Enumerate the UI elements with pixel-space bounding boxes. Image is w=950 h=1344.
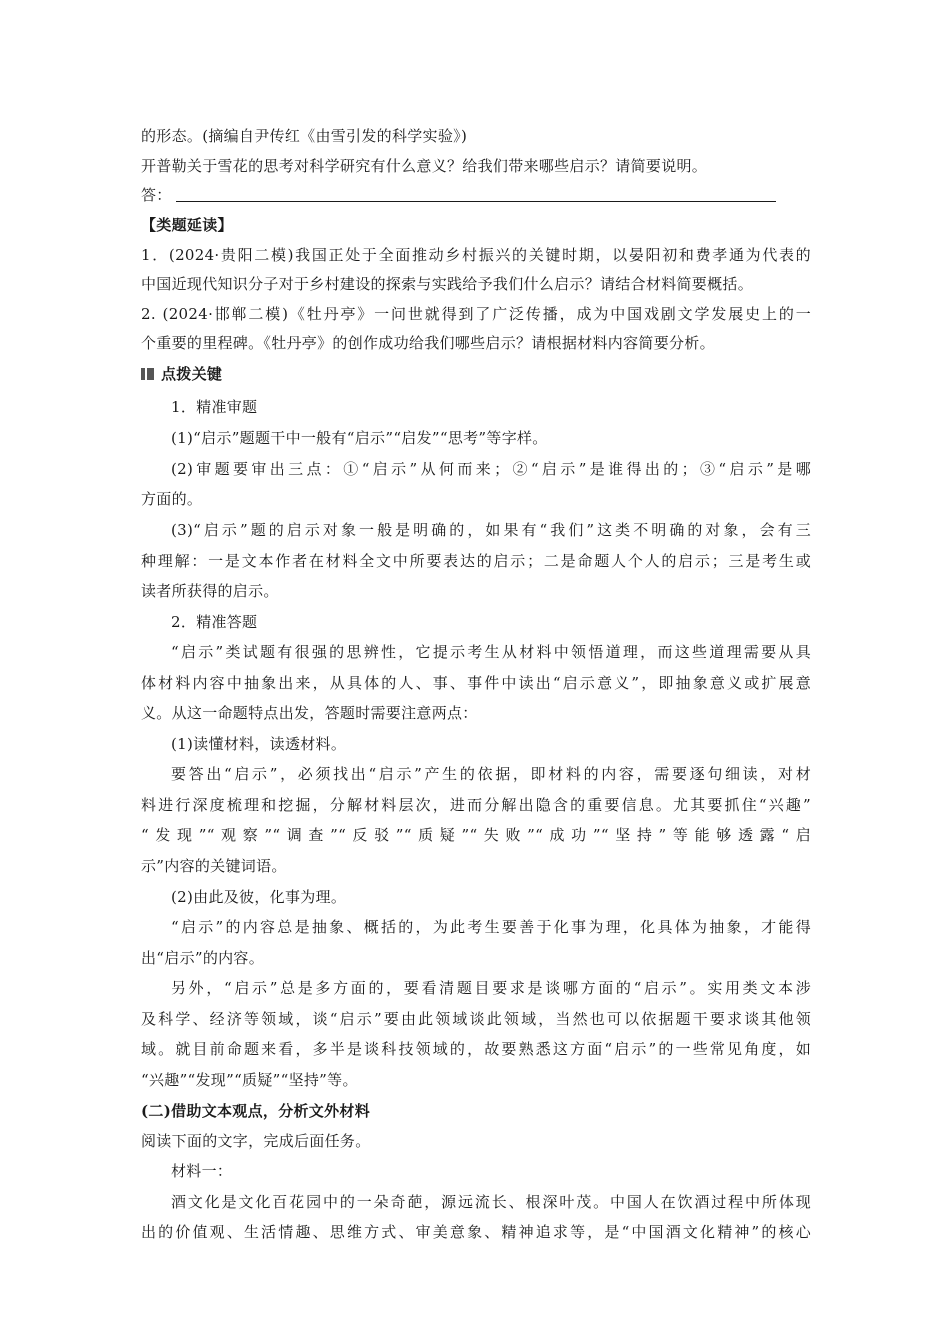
paragraph-line: “启示”的内容总是抽象、概括的，为此考生要善于化事为理，化具体为抽象，才能得 xyxy=(171,918,811,936)
paragraph-line: 另外，“启示”总是多方面的，要看清题目要求是谈哪方面的“启示”。实用类文本涉 xyxy=(171,979,811,997)
paragraph-line: (1)“启示”题题干中一般有“启示”“启发”“思考”等字样。 xyxy=(171,429,548,447)
exercise-2-line-2: 个重要的里程碑。《牡丹亭》的创作成功给我们哪些启示？请根据材料内容简要分析。 xyxy=(141,334,715,352)
exercise-2-line-1: 2. (2024·邯郸二模)《牡丹亭》一问世就得到了广泛传播，成为中国戏剧文学发展史上的一 xyxy=(141,305,811,323)
answer-blank[interactable] xyxy=(176,187,776,202)
paragraph-line: (3)“启示”题的启示对象一般是明确的，如果有“我们”这类不明确的对象，会有三 xyxy=(171,521,811,539)
section-heading-extended-reading: 【类题延读】 xyxy=(141,216,233,234)
exercise-1-line-2: 中国近现代知识分子对于乡村建设的探索与实践给予我们什么启示？请结合材料简要概括。 xyxy=(141,275,754,293)
task-instruction: 阅读下面的文字，完成后面任务。 xyxy=(141,1132,371,1150)
paragraph-line: 方面的。 xyxy=(141,490,203,508)
paragraph-line: 要答出“启示”，必须找出“启示”产生的依据，即材料的内容，需要逐句细读，对材 xyxy=(171,765,811,783)
paragraph-line: 读者所获得的启示。 xyxy=(141,582,279,600)
section-heading-2: (二)借助文本观点，分析文外材料 xyxy=(141,1102,370,1120)
section-marker-icon xyxy=(141,367,155,381)
paragraph-line: 酒文化是文化百花园中的一朵奇葩，源远流长、根深叶茂。中国人在饮酒过程中所体现 xyxy=(171,1193,811,1211)
paragraph-line: 域。就目前命题来看，多半是谈科技领域的，故要熟悉这方面“启示”的一些常见角度，如 xyxy=(141,1040,811,1058)
paragraph-line: “发现”“观察”“调查”“反驳”“质疑”“失败”“成功”“坚持”等能够透露“启 xyxy=(141,826,811,844)
subheading-2: 2．精准答题 xyxy=(171,613,258,631)
paragraph-line: 出“启示”的内容。 xyxy=(141,949,265,967)
answer-line xyxy=(141,185,811,205)
paragraph-line: 及科学、经济等领域，谈“启示”要由此领域谈此领域，当然也可以依据题干要求谈其他领 xyxy=(141,1010,811,1028)
paragraph-line: (1)读懂材料，读透材料。 xyxy=(171,735,347,753)
paragraph-line: “兴趣”“发现”“质疑”“坚持”等。 xyxy=(141,1071,358,1089)
question-line: 开普勒关于雪花的思考对科学研究有什么意义？给我们带来哪些启示？请简要说明。 xyxy=(141,157,708,175)
exercise-1-line-1: 1．(2024·贵阳二模)我国正处于全面推动乡村振兴的关键时期，以晏阳初和费孝通为代表的 xyxy=(141,246,811,264)
paragraph-line: 体材料内容中抽象出来，从具体的人、事、事件中读出“启示意义”，即抽象意义或扩展意 xyxy=(141,674,811,692)
paragraph-line: “启示”类试题有很强的思辨性，它提示考生从材料中领悟道理，而这些道理需要从具 xyxy=(171,643,811,661)
paragraph-line: 种理解：一是文本作者在材料全文中所要表达的启示；二是命题人个人的启示；三是考生或 xyxy=(141,552,811,570)
section-heading-text: 点拨关键 xyxy=(161,365,223,383)
paragraph-line: 出的价值观、生活情趣、思维方式、审美意象、精神追求等，是“中国酒文化精神”的核心 xyxy=(141,1223,811,1241)
answer-label: 答： xyxy=(141,186,172,204)
section-heading-key-points xyxy=(141,364,811,384)
paragraph-line: 料进行深度梳理和挖掘，分解材料层次，进而分解出隐含的重要信息。尤其要抓住“兴趣” xyxy=(141,796,811,814)
subheading-1: 1．精准审题 xyxy=(171,398,258,416)
source-citation-line: 的形态。(摘编自尹传红《由雪引发的科学实验》) xyxy=(141,127,468,145)
material-label: 材料一： xyxy=(171,1162,233,1180)
paragraph-line: (2)由此及彼，化事为理。 xyxy=(171,888,347,906)
paragraph-line: 示”内容的关键词语。 xyxy=(141,857,287,875)
paragraph-line: (2)审题要审出三点：①“启示”从何而来；②“启示”是谁得出的；③“启示”是哪 xyxy=(171,460,811,478)
paragraph-line: 义。从这一命题特点出发，答题时需要注意两点： xyxy=(141,704,478,722)
